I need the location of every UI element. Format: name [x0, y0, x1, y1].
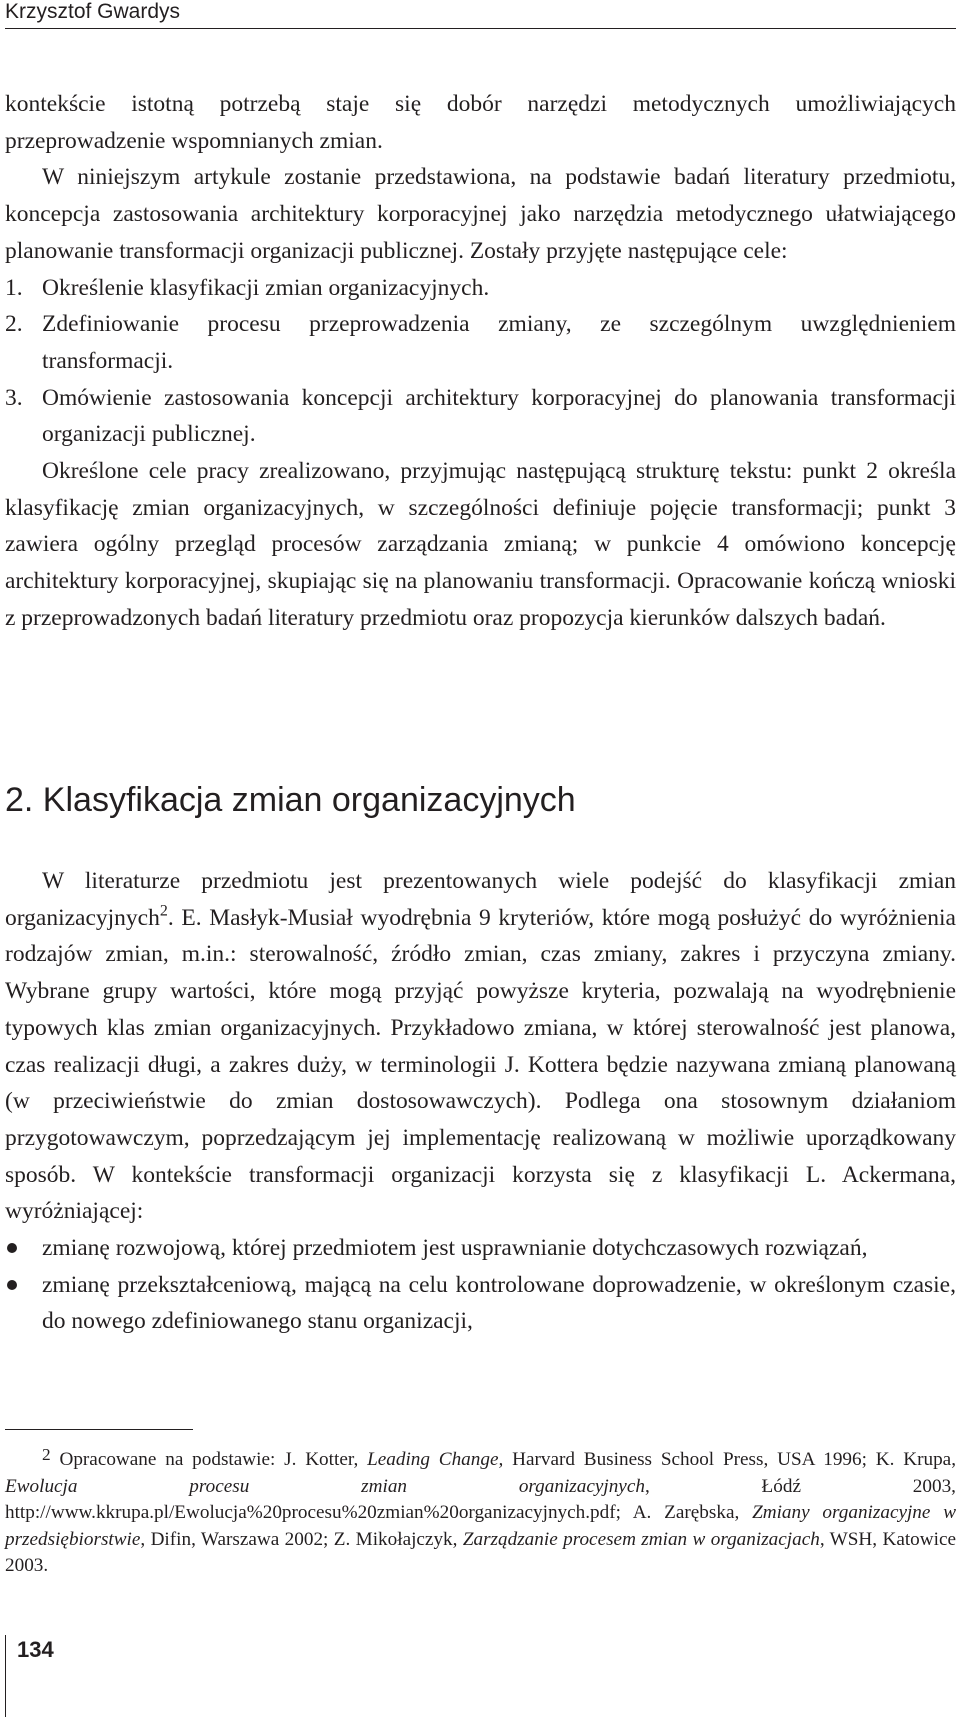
bullet-item-2	[5, 1267, 956, 1340]
goal-item-3	[5, 380, 956, 453]
footnote-text-3: , Łódź 2003, http://www.kkrupa.pl/Ewolucja%20procesu%20zmian%20organizacyjnych.pdf; A. Zarębska,	[5, 1475, 956, 1523]
intro-paragraph-1: kontekście istotną potrzebą staje się dobór narzędzi metodycznych umożliwiających przeprowadzenie wspomnianych zmian.	[5, 91, 956, 154]
section-2-paragraph	[5, 863, 956, 1230]
footnote-number: 2	[42, 1444, 51, 1464]
goal-text-2: Zdefiniowanie procesu przeprowadzenia zmiany, ze szczególnym uwzględnieniem transformacji.	[42, 311, 956, 374]
section-2-text-a: W literaturze przedmiotu jest prezentowanych wiele podejść do klasyfikacji zmian organizacyjnych	[5, 868, 956, 931]
section-2-text-b: . E. Masłyk-Musiał wyodrębnia 9 kryteriów, które mogą posłużyć do wyróżnienia rodzajów zmian, m.in.: sterowalność, źródło zmian, czas zmiany, zakres i przyczyna zmiany. Wybrane grupy wartości, które mogą przyjąć powyższe kryteria, pozwalają na wyodrębnienie typowych klas zmian organizacyjnych. Przykładowo zmiana, w której sterowalność jest planowa, czas realizacji długi, a zakres duży, w terminologii J. Kottera będzie nazywana zmianą planowaną (w przeciwieństwie do zmian dostosowawczych). Podlega ona stosownym działaniom przygotowawczym, poprzedzającym jej implementację realizowaną w możliwie uporządkowany sposób. W kontekście transformacji organizacji korzysta się z klasyfikacji L. Ackermana, wyróżniającej:	[5, 904, 956, 1225]
bullet-text-1: zmianę rozwojową, której przedmiotem jest usprawnianie dotychczasowych rozwiązań,	[42, 1235, 868, 1262]
section-2-body	[5, 863, 956, 1340]
footnote-title-4: Zarządzanie procesem zmian w organizacjach	[462, 1528, 820, 1550]
intro-section	[5, 86, 956, 637]
bullet-item-1	[5, 1230, 956, 1267]
goal-number-2: 2.	[5, 311, 23, 338]
footnote-text-1: Opracowane na podstawie: J. Kotter,	[50, 1449, 368, 1470]
bullet-icon	[7, 1280, 17, 1290]
header-author: Krzysztof Gwardys	[5, 0, 181, 23]
footnote-divider	[5, 1429, 193, 1430]
intro-paragraph-2: W niniejszym artykule zostanie przedstawiona, na podstawie badań literatury przedmiotu, koncepcja zastosowania architektury korporacyjnej jako narzędzia metodycznego ułatwiającego planowanie transformacji organizacji publicznej. Zostały przyjęte następujące cele:	[5, 164, 956, 264]
page-number: 134	[17, 1637, 54, 1662]
footnote-title-3: Zmiany organizacyjne w przedsiębiorstwie	[5, 1502, 957, 1550]
goal-item-2	[5, 306, 956, 379]
footnote	[5, 1444, 957, 1580]
goal-number-3: 3.	[5, 384, 23, 411]
footnote-title-2: Ewolucja procesu zmian organizacyjnych	[5, 1475, 645, 1497]
goal-number-1: 1.	[5, 274, 23, 301]
footnote-text-4: , Difin, Warszawa 2002; Z. Mikołajczyk,	[140, 1528, 463, 1550]
page-number-bar	[5, 1635, 6, 1717]
footnote-ref[interactable]: 2	[159, 902, 168, 920]
intro-paragraph-3: Określone cele pracy zrealizowano, przyjmując następującą strukturę tekstu: punkt 2 określa klasyfikację zmian organizacyjnych, w szczególności definiuje pojęcie transformacji; punkt 3 zawiera ogólny przegląd procesów zarządzania zmianą; w punkcie 4 omówiono koncepcję architektury korporacyjnej, skupiając się na planowaniu transformacji. Opracowanie kończą wnioski z przeprowadzonych badań literatury przedmiotu oraz propozycja kierunków dalszych badań.	[5, 458, 956, 631]
running-header	[5, 0, 956, 29]
goal-text-1: Określenie klasyfikacji zmian organizacyjnych.	[42, 274, 490, 301]
footnote-text-2: Harvard Business School Press, USA 1996; K. Krupa,	[503, 1449, 956, 1470]
footnote-text-5: , WSH, Katowice 2003.	[5, 1528, 956, 1576]
bullet-icon	[7, 1243, 17, 1253]
footnote-title-1: Leading Change,	[367, 1449, 504, 1470]
section-heading: 2. Klasyfikacja zmian organizacyjnych	[5, 781, 576, 819]
bullet-text-2: zmianę przekształceniową, mającą na celu kontrolowane doprowadzenie, w określonym czasie, do nowego zdefiniowanego stanu organizacji,	[42, 1271, 956, 1335]
goal-text-3: Omówienie zastosowania koncepcji architektury korporacyjnej do planowania transformacji organizacji publicznej.	[42, 384, 956, 448]
goal-item-1	[5, 270, 956, 307]
